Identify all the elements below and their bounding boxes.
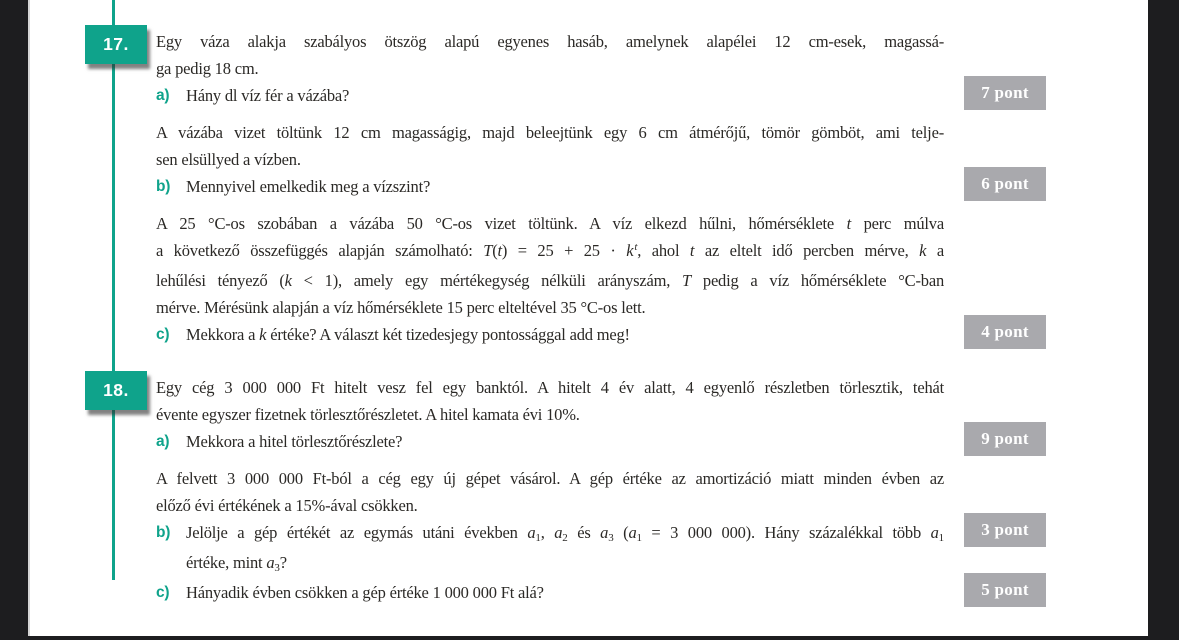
- points-badge: 4 pont: [964, 315, 1046, 349]
- text-run: A 25 °C-os szobában a vázába 50 °C-os vizet töltünk. A víz elkezd hűlni, hőmérséklete: [156, 214, 847, 233]
- text-line: [186, 82, 944, 109]
- problem: [103, 28, 1029, 348]
- text-line: [156, 55, 944, 82]
- problem-number-badge: 17.: [85, 25, 147, 64]
- question-item: [156, 82, 1029, 109]
- right-black-bar: [1148, 0, 1179, 640]
- question-item: [156, 519, 1029, 579]
- text-line: [156, 267, 944, 294]
- problems-container: [103, 18, 1029, 606]
- text-run: A vázába vizet töltünk 12 cm magasságig, majd beleejtünk egy 6 cm átmérőjű, tömör gömböt, ami telje-: [156, 123, 944, 142]
- text-run: a következő összefüggés alapján számolható:: [156, 241, 484, 260]
- math-token: t: [497, 241, 502, 260]
- item-letter: b): [156, 524, 171, 541]
- text-line: [156, 146, 944, 173]
- text-run: , ahol: [637, 241, 690, 260]
- math-token: a: [628, 523, 637, 542]
- math-token: k: [919, 241, 927, 260]
- text-line: [186, 428, 944, 455]
- paragraph: [156, 28, 944, 82]
- math-token: a: [600, 523, 609, 542]
- text-line: [156, 294, 944, 321]
- math-token: a: [266, 553, 275, 572]
- math-token: T: [483, 241, 493, 260]
- paragraph: [156, 465, 944, 519]
- item-letter: c): [156, 584, 170, 601]
- text-run: Egy cég 3 000 000 Ft hitelt vesz fel egy banktól. A hitelt 4 év alatt, 4 egyenlő részletben törlesztik, tehát: [156, 378, 944, 397]
- text-run: ,: [540, 523, 555, 542]
- text-line: [186, 173, 944, 200]
- question-item: [156, 428, 1029, 455]
- text-line: [156, 119, 944, 146]
- text-run: sen elsüllyed a vízben.: [156, 150, 301, 169]
- item-letter: b): [156, 178, 171, 195]
- question-item: [156, 579, 1029, 606]
- math-token: t: [846, 214, 852, 233]
- item-lines: [186, 428, 944, 455]
- text-run: Hányadik évben csökken a gép értéke 1 000 000 Ft alá?: [186, 583, 544, 602]
- math-token: k: [626, 241, 634, 260]
- text-line: [156, 465, 944, 492]
- text-line: [186, 579, 944, 606]
- problem: [103, 374, 1029, 606]
- math-token: 3: [274, 562, 280, 574]
- text-run: a: [926, 241, 944, 260]
- text-run: (: [613, 523, 629, 542]
- text-run: az eltelt idő percben mérve,: [694, 241, 920, 260]
- text-run: előző évi értékének a 15%-ával csökken.: [156, 496, 418, 515]
- text-line: [186, 321, 944, 348]
- math-token: a: [527, 523, 536, 542]
- text-run: lehűlési tényező (: [156, 271, 285, 290]
- text-line: [186, 519, 944, 549]
- math-token: k: [284, 271, 292, 290]
- item-lines: [186, 519, 944, 579]
- math-token: 1: [535, 532, 541, 544]
- math-token: 2: [562, 532, 568, 544]
- paragraph: [156, 210, 944, 321]
- text-run: < 1), amely egy mértékegység nélküli arányszám,: [291, 271, 683, 290]
- text-run: Mekkora a: [186, 325, 260, 344]
- text-run: ga pedig 18 cm.: [156, 59, 259, 78]
- paragraph: [156, 374, 944, 428]
- math-token: t: [634, 241, 638, 253]
- question-item: [156, 173, 1029, 200]
- text-run: évente egyszer fizetnek törlesztőrészletet. A hitel kamata évi 10%.: [156, 405, 580, 424]
- paragraph: [156, 119, 944, 173]
- points-badge: 5 pont: [964, 573, 1046, 607]
- text-run: Hány dl víz fér a vázába?: [186, 86, 350, 105]
- item-lines: [186, 579, 944, 606]
- text-run: és: [567, 523, 601, 542]
- math-token: 1: [636, 532, 642, 544]
- text-run: mérve. Mérésünk alapján a víz hőmérséklete 15 perc elteltével 35 °C-os lett.: [156, 298, 646, 317]
- text-line: [156, 374, 944, 401]
- item-letter: c): [156, 326, 170, 343]
- item-letter: a): [156, 433, 170, 450]
- text-run: Mekkora a hitel törlesztőrészlete?: [186, 432, 403, 451]
- math-token: 3: [608, 532, 614, 544]
- text-run: értéke, mint: [186, 553, 267, 572]
- math-token: 1: [938, 532, 944, 544]
- text-line: [156, 401, 944, 428]
- text-run: ) = 25 + 25 ·: [501, 241, 627, 260]
- text-run: értéke? A választ két tizedesjegy pontossággal add meg!: [266, 325, 630, 344]
- text-line: [156, 492, 944, 519]
- question-item: [156, 321, 1029, 348]
- document-page: [28, 0, 1148, 640]
- text-line: [156, 28, 944, 55]
- points-badge: 9 pont: [964, 422, 1046, 456]
- text-run: Jelölje a gép értékét az egymás utáni években: [186, 523, 528, 542]
- math-token: t: [689, 241, 695, 260]
- points-badge: 3 pont: [964, 513, 1046, 547]
- math-token: a: [554, 523, 563, 542]
- text-run: Mennyivel emelkedik meg a vízszint?: [186, 177, 431, 196]
- text-run: ?: [279, 553, 287, 572]
- problem-number-badge: 18.: [85, 371, 147, 410]
- left-black-bar: [0, 0, 28, 640]
- text-run: perc múlva: [851, 214, 944, 233]
- text-run: = 3 000 000). Hány százalékkal több: [641, 523, 931, 542]
- item-lines: [186, 173, 944, 200]
- text-line: [156, 237, 944, 267]
- text-run: Egy váza alakja szabályos ötszög alapú egyenes hasáb, amelynek alapélei 12 cm-esek, magassá-: [156, 32, 944, 51]
- bottom-black-bar: [0, 636, 1179, 640]
- item-letter: a): [156, 87, 170, 104]
- text-line: [156, 210, 944, 237]
- math-token: k: [259, 325, 267, 344]
- text-run: pedig a víz hőmérséklete °C-ban: [691, 271, 945, 290]
- math-token: a: [930, 523, 939, 542]
- text-run: A felvett 3 000 000 Ft-ból a cég egy új gépet vásárol. A gép értéke az amortizáció miatt minden évben az: [156, 469, 944, 488]
- item-lines: [186, 321, 944, 348]
- accent-vertical-line: [112, 0, 115, 580]
- item-lines: [186, 82, 944, 109]
- points-badge: 7 pont: [964, 76, 1046, 110]
- math-token: T: [682, 271, 692, 290]
- points-badge: 6 pont: [964, 167, 1046, 201]
- text-run: (: [492, 241, 498, 260]
- text-line: [186, 549, 944, 579]
